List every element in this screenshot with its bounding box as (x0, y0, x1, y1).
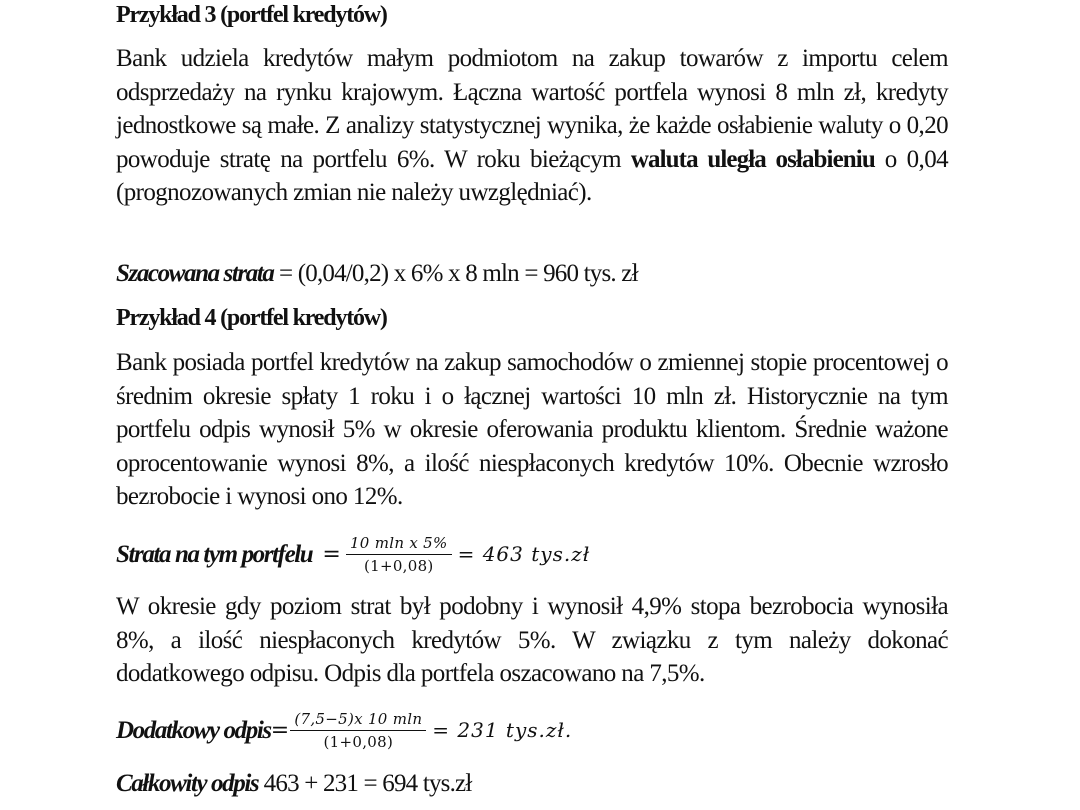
estimated-loss-line (116, 257, 948, 290)
additional-writeoff-equals: = (270, 717, 289, 743)
additional-writeoff-numerator: (7,5−5)x 10 mln (290, 710, 426, 731)
portfolio-loss-numerator: 10 mln x 5% (346, 534, 452, 555)
portfolio-loss-equals: = (322, 541, 340, 567)
portfolio-loss-result: = 463 tys.zł (457, 541, 591, 566)
additional-writeoff-denominator: (1+0,08) (323, 732, 394, 751)
example-4-paragraph-1: Bank posiada portfel kredytów na zakup samochodów o zmiennej stopie procentowej o średnim okresie spłaty 1 roku i o łącznej wartości 10 mln zł. Historycznie na tym portfelu odpis wynosił 5% w okresie oferowania produktu klientom. Średnie ważone oprocentowanie wynosi 8%, a ilość niespłaconych kredytów 10%. Obecnie wzrosło bezrobocie i wynosi ono 12%. (116, 349, 948, 511)
additional-writeoff-label: Dodatkowy odpis (116, 716, 271, 744)
estimated-loss-formula: = (0,04/0,2) x 6% x 8 mln = 960 tys. zł (273, 260, 638, 287)
portfolio-loss-label: Strata na tym portfelu (116, 540, 313, 568)
example-4-paragraph-2: W okresie gdy poziom strat był podobny i wynosił 4,9% stopa bezrobocia wynosiła 8%, a ilość niespłaconych kredytów 5%. W związku z tym należy dokonać dodatkowego odpisu. Odpis dla portfela oszacowano na 7,5%. (116, 593, 948, 688)
additional-writeoff-result: = 231 tys.zł. (432, 717, 573, 742)
example-3-paragraph (116, 42, 948, 210)
additional-writeoff-fraction (290, 710, 426, 751)
portfolio-loss-fraction (346, 534, 452, 575)
example-3-text-start: Bank udziela kredytów małym podmiotom na zakup towarów z importu celem odsprzedaży na rynku krajowym. Łączna wartość portfela wynosi 8 mln zł, kredyty jednostkowe są małe. Z analizy statystycznej wynika, że każde osłabienie waluty o 0,20 powoduje stratę na portfelu 6%. W roku bieżącym (116, 45, 948, 173)
estimated-loss-label: Szacowana strata (116, 260, 274, 287)
total-writeoff-line (116, 767, 948, 800)
additional-writeoff-line (116, 703, 948, 757)
example-4-heading: Przykład 4 (portfel kredytów) (116, 305, 387, 331)
total-writeoff-label: Całkowity odpis (116, 770, 259, 797)
example-3-text-end: o 0,04 (prognozowanych zmian nie należy uwzględniać). (116, 145, 948, 207)
example-3-heading: Przykład 3 (portfel kredytów) (116, 2, 387, 28)
example-3-emphasis: waluta uległa osłabieniu (630, 145, 875, 173)
portfolio-loss-denominator: (1+0,08) (363, 556, 434, 575)
total-writeoff-formula: 463 + 231 = 694 tys.zł (258, 770, 472, 797)
portfolio-loss-line (116, 527, 948, 581)
